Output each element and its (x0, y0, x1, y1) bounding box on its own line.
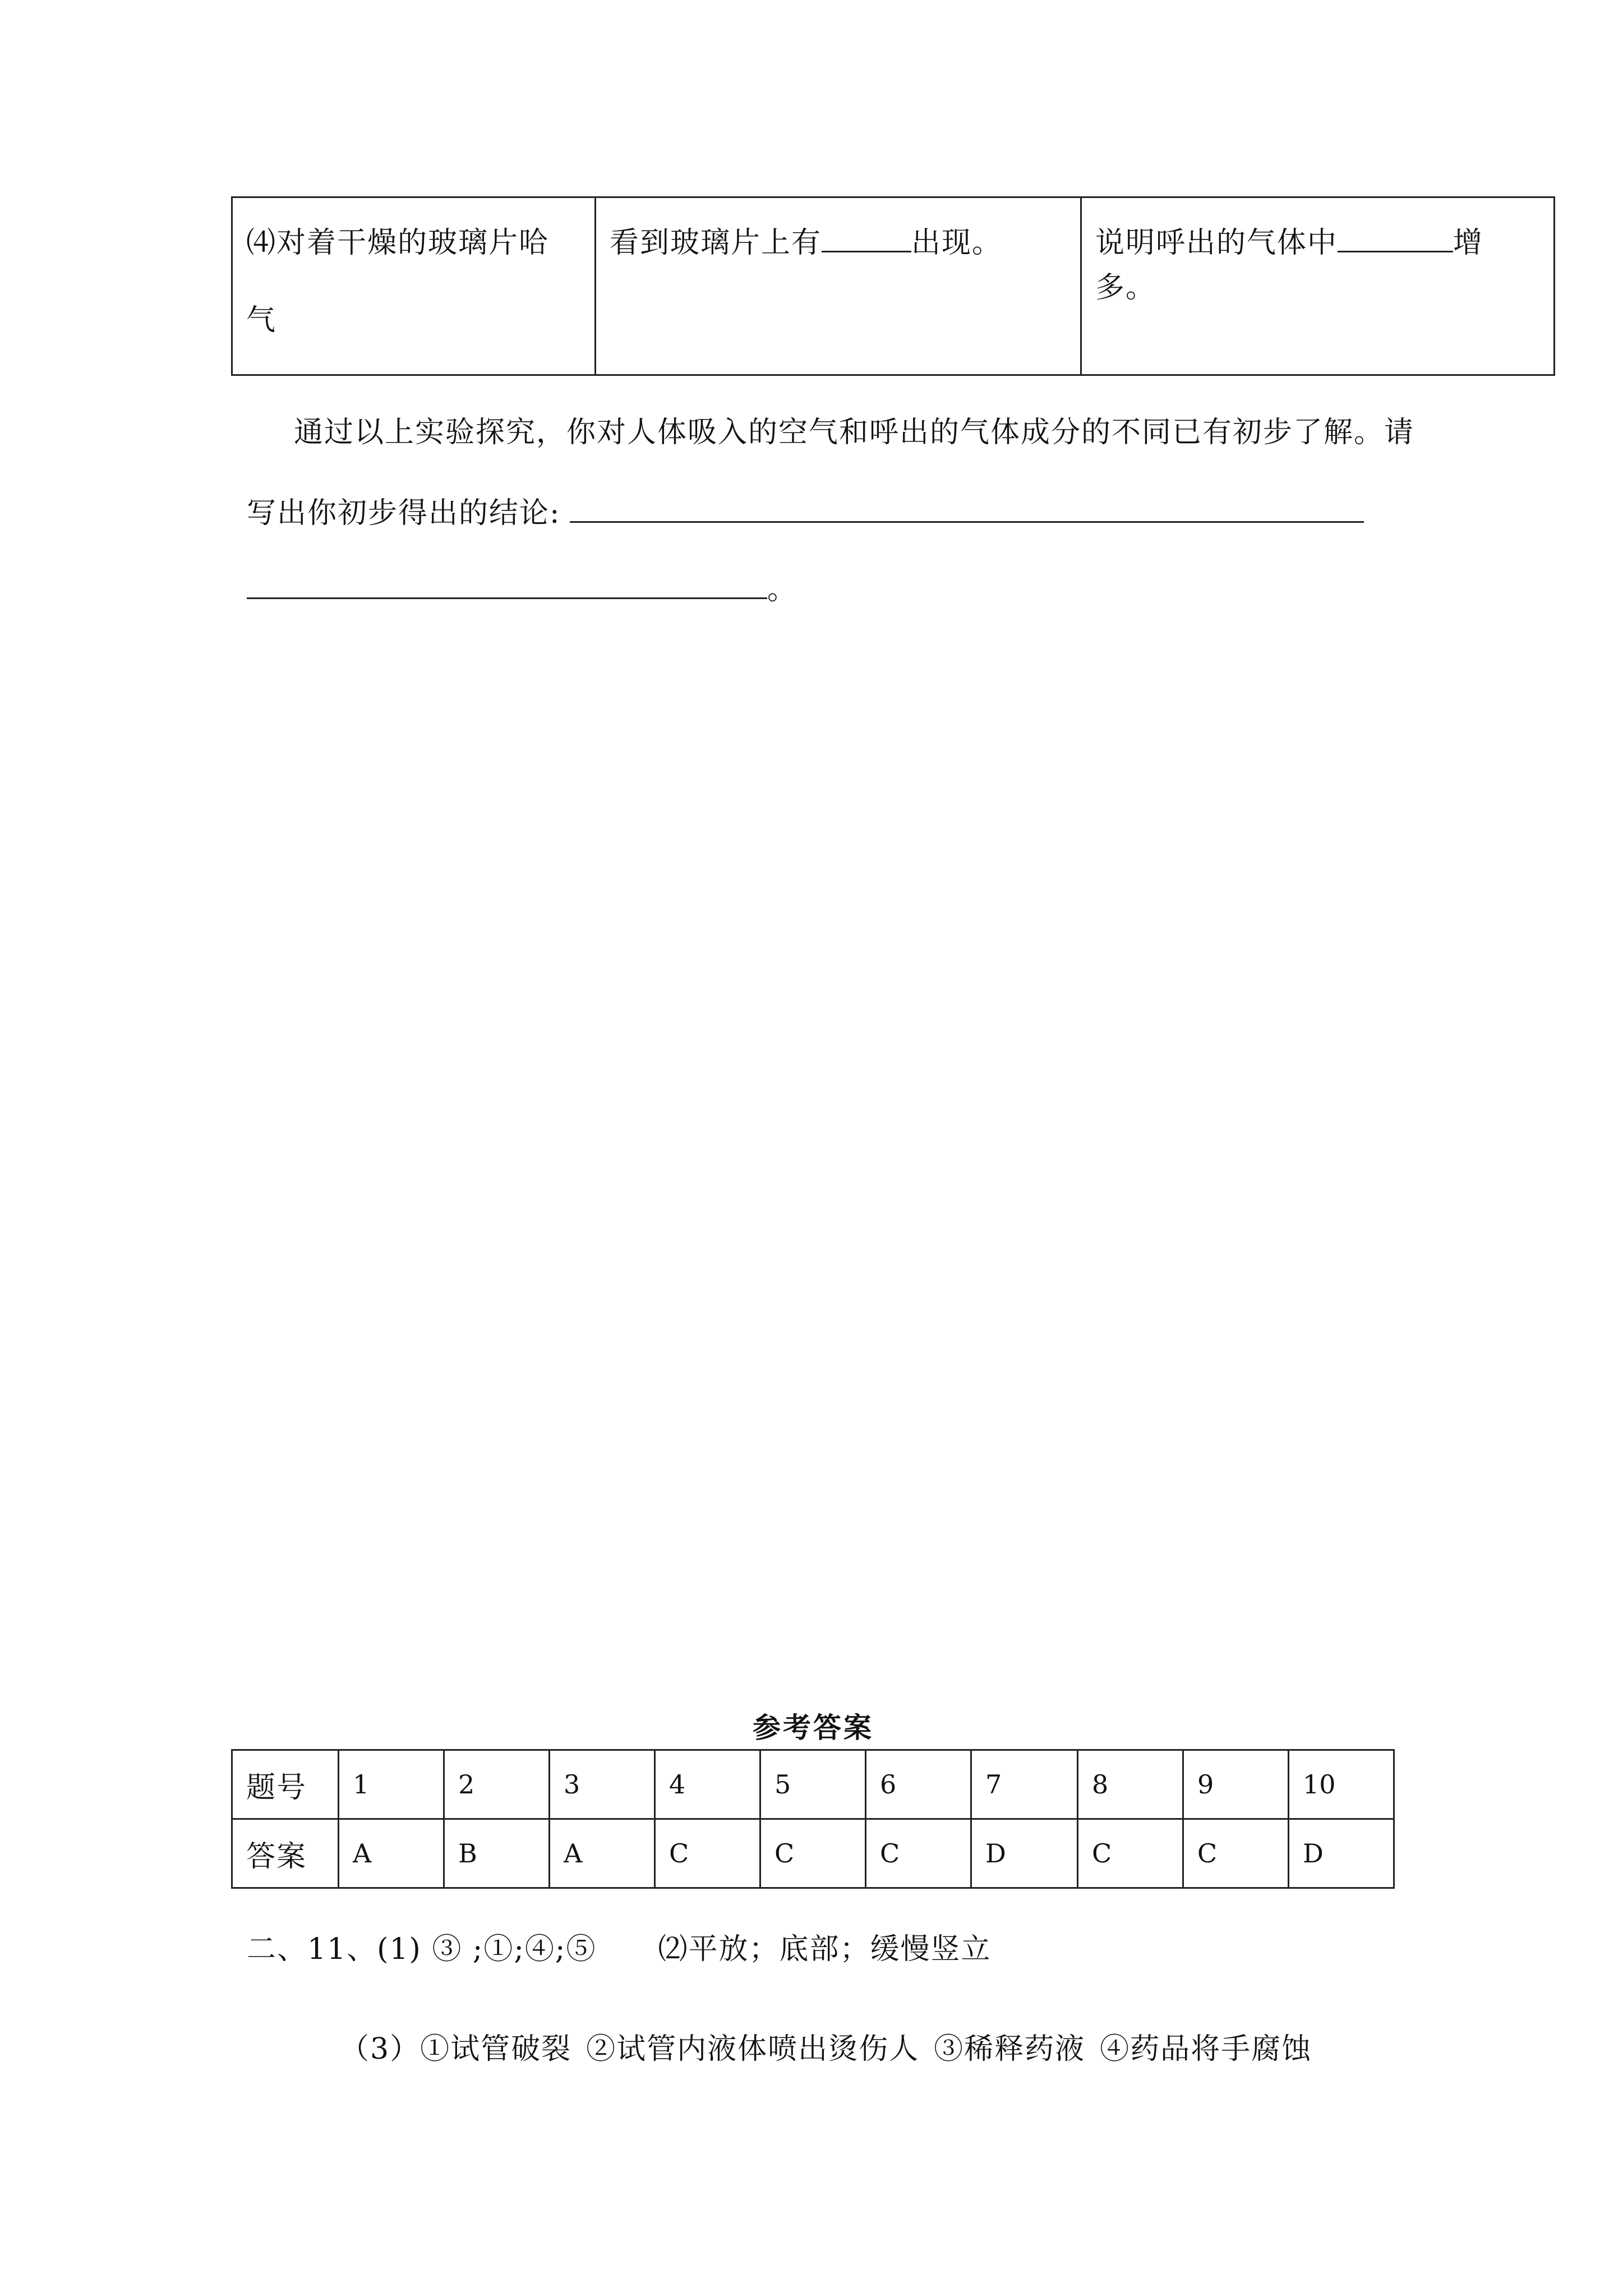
question-number-header: 题号 (232, 1750, 339, 1819)
paragraph-line-2 (247, 489, 1368, 531)
observation-text-after: 出现。 (911, 226, 1003, 260)
conclusion-answer-blank-1[interactable] (570, 490, 1364, 523)
solution-11-part-2: ⑵平放；底部；缓慢竖立 (658, 1932, 992, 1966)
experiment-row (232, 197, 1555, 375)
observation-cell (596, 197, 1081, 375)
conclusion-text-after: 增多。 (1095, 226, 1484, 305)
solution-line-2 (340, 2025, 1312, 2067)
solution-line-1 (247, 1925, 991, 1967)
answer-cell: D (1289, 1819, 1394, 1888)
solution-3-label: （3） (340, 2032, 421, 2066)
conclusion-blank[interactable] (1338, 222, 1453, 252)
paragraph-end-mark: 。 (767, 573, 798, 606)
question-number-cell: 5 (760, 1750, 866, 1819)
solution-3-item: ②试管内液体喷出烫伤人 (586, 2032, 920, 2066)
answer-cell: D (971, 1819, 1078, 1888)
observation-text-before: 看到玻璃片上有 (610, 226, 822, 260)
answer-cell: B (444, 1819, 550, 1888)
observation-blank[interactable] (822, 222, 911, 252)
answer-cell: A (339, 1819, 444, 1888)
question-number-row (232, 1750, 1394, 1819)
answer-cell: A (550, 1819, 655, 1888)
conclusion-text-before: 说明呼出的气体中 (1095, 226, 1338, 260)
question-number-cell: 2 (444, 1750, 550, 1819)
answer-row (232, 1819, 1394, 1888)
question-number-cell: 10 (1289, 1750, 1394, 1819)
solution-3-item: ③稀释药液 (934, 2032, 1086, 2066)
question-number-cell: 6 (866, 1750, 971, 1819)
solution-11-part-1: 二、11、(1) ③ ;①;④;⑤ (247, 1932, 597, 1966)
answer-cell: C (760, 1819, 866, 1888)
answer-cell: C (866, 1819, 971, 1888)
answer-cell: C (1183, 1819, 1289, 1888)
conclusion-answer-blank-2[interactable] (247, 566, 767, 599)
question-number-cell: 7 (971, 1750, 1078, 1819)
answer-cell: C (1078, 1819, 1183, 1888)
solution-3-item: ①试管破裂 (420, 2032, 572, 2066)
answer-header: 答案 (232, 1819, 339, 1888)
paragraph-line-1: 通过以上实验探究，你对人体吸入的空气和呼出的气体成分的不同已有初步了解。请 (294, 416, 1415, 449)
question-number-cell: 8 (1078, 1750, 1183, 1819)
paragraph-line-3 (247, 565, 1368, 608)
question-number-cell: 4 (655, 1750, 760, 1819)
experiment-table (231, 196, 1555, 376)
answer-cell: C (655, 1819, 760, 1888)
question-number-cell: 3 (550, 1750, 655, 1819)
question-number-cell: 9 (1183, 1750, 1289, 1819)
conclusion-prompt: 写出你初步得出的结论: (247, 496, 561, 530)
operation-cell (232, 197, 596, 375)
answer-key-table (231, 1749, 1395, 1889)
operation-line-2: 气 (246, 303, 277, 337)
answer-key-title: 参考答案 (753, 1711, 874, 1744)
solution-3-item: ④药品将手腐蚀 (1100, 2032, 1312, 2066)
operation-line-1: ⑷对着干燥的玻璃片哈 (246, 226, 550, 260)
conclusion-cell (1081, 197, 1555, 375)
question-number-cell: 1 (339, 1750, 444, 1819)
